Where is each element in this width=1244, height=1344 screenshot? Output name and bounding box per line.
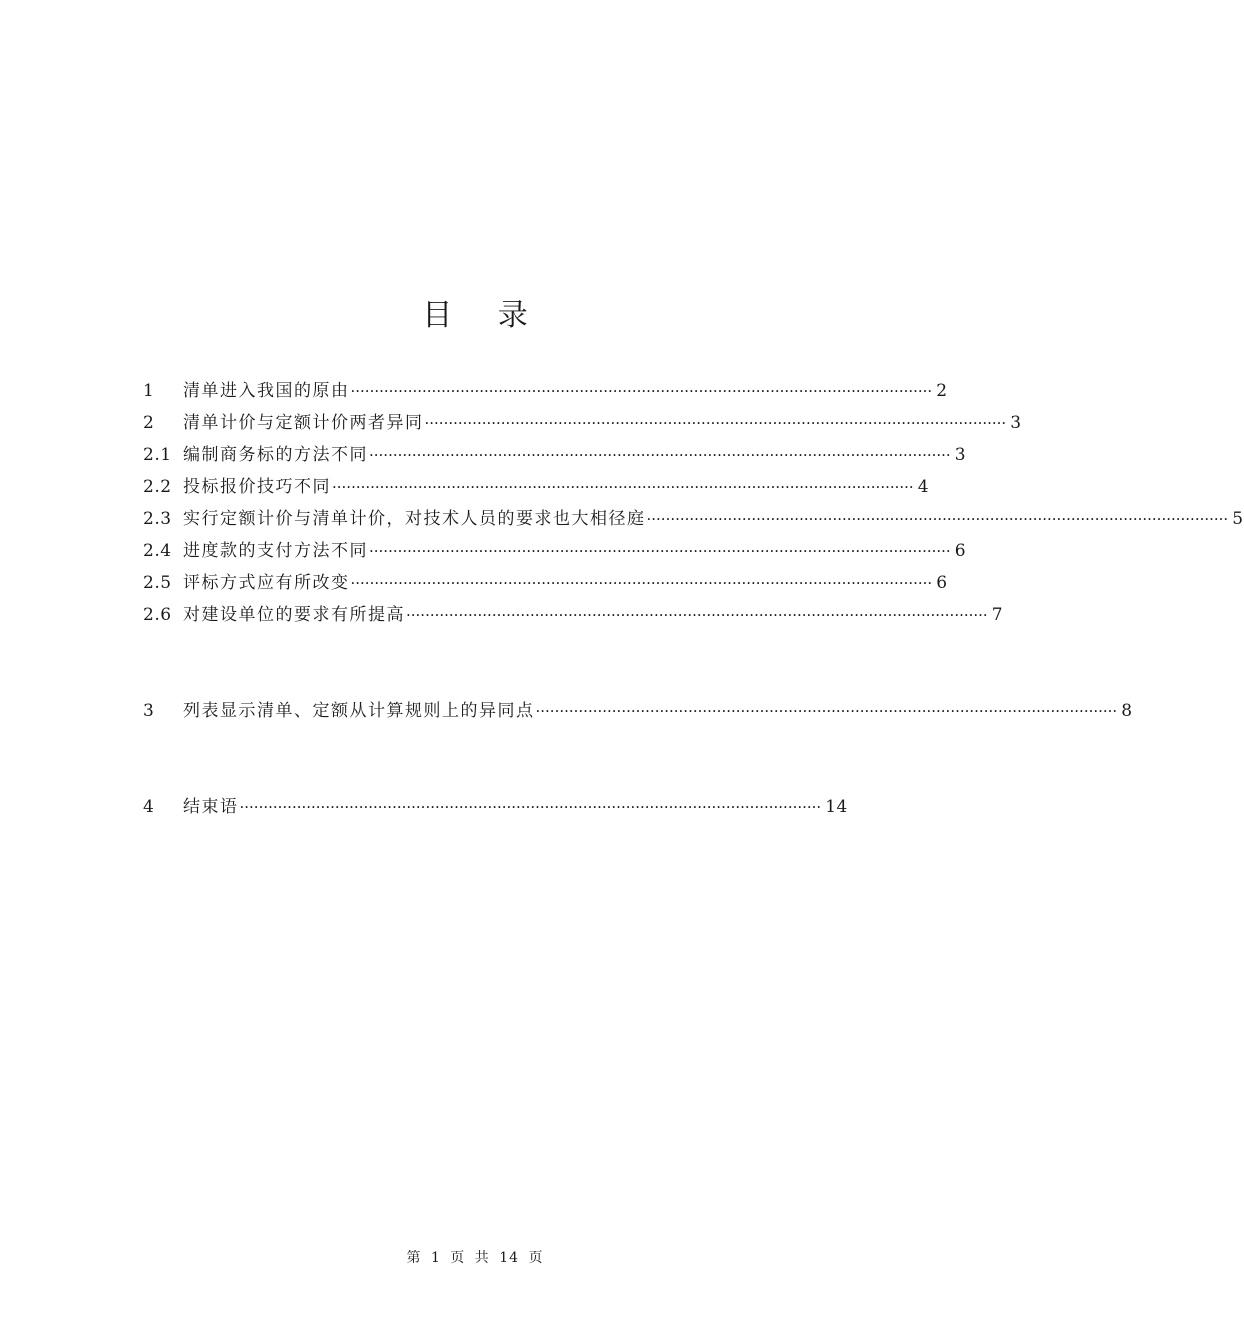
toc-dot-leader: ·························································································································· xyxy=(350,574,933,592)
toc-entry-title: 投标报价技巧不同 xyxy=(183,477,331,497)
toc-entry-number: 2.1 xyxy=(143,445,172,465)
toc-entry-number: 2.5 xyxy=(143,573,172,593)
toc-entry-title: 列表显示清单、定额从计算规则上的异同点 xyxy=(183,701,535,721)
toc-dot-leader: ·························································································································· xyxy=(424,414,1007,432)
toc-entry-title: 评标方式应有所改变 xyxy=(183,573,350,593)
toc-entry-title: 编制商务标的方法不同 xyxy=(183,445,368,465)
toc-entry-number: 2.2 xyxy=(143,477,172,497)
toc-dot-leader: ·························································································································· xyxy=(535,702,1118,720)
toc-entry-title: 清单进入我国的原由 xyxy=(183,381,350,401)
toc-entry-page: 4 xyxy=(917,477,930,497)
toc-entry-number: 2 xyxy=(143,413,155,433)
toc-dot-leader: ·························································································································· xyxy=(646,510,1229,528)
toc-entry-title: 对建设单位的要求有所提高 xyxy=(183,605,405,625)
toc-entry-number: 2.3 xyxy=(143,509,172,529)
toc-entry[interactable] xyxy=(143,794,848,820)
toc-entry-number: 3 xyxy=(143,701,155,721)
toc-entry-page: 6 xyxy=(954,541,967,561)
toc-dot-leader: ·························································································································· xyxy=(239,798,822,816)
toc-entry-page: 3 xyxy=(1010,413,1022,433)
toc-entry-page: 6 xyxy=(936,573,948,593)
toc-entry[interactable] xyxy=(143,506,1244,532)
toc-dot-leader: ·························································································································· xyxy=(350,382,933,400)
toc-entry[interactable] xyxy=(143,410,1022,436)
toc-entry[interactable] xyxy=(143,538,967,564)
toc-entry-number: 1 xyxy=(143,381,155,401)
toc-entry-page: 3 xyxy=(954,445,967,465)
toc-dot-leader: ·························································································································· xyxy=(369,446,951,464)
toc-entry[interactable] xyxy=(143,602,1004,628)
toc-entry[interactable] xyxy=(143,474,930,500)
toc-entry-title: 进度款的支付方法不同 xyxy=(183,541,368,561)
toc-entry-page: 2 xyxy=(936,381,948,401)
toc-entry-page: 8 xyxy=(1121,701,1133,721)
page-footer: 第 1 页 共 14 页 xyxy=(406,1250,544,1266)
toc-entry[interactable] xyxy=(143,570,948,596)
toc-entry-title: 实行定额计价与清单计价，对技术人员的要求也大相径庭 xyxy=(183,509,646,529)
toc-entry-page: 5 xyxy=(1232,509,1244,529)
toc-entry[interactable] xyxy=(143,378,948,404)
toc-entry-title: 结束语 xyxy=(183,797,239,817)
toc-dot-leader: ·························································································································· xyxy=(406,606,988,624)
toc-dot-leader: ·························································································································· xyxy=(332,478,914,496)
toc-entry-number: 2.4 xyxy=(143,541,172,561)
toc-entry[interactable] xyxy=(143,698,1133,724)
page-title: 目 录 xyxy=(422,298,546,333)
toc-dot-leader: ·························································································································· xyxy=(369,542,951,560)
toc-entry[interactable] xyxy=(143,442,967,468)
toc-entry-page: 14 xyxy=(825,797,848,817)
toc-entry-number: 4 xyxy=(143,797,155,817)
toc-entry-page: 7 xyxy=(991,605,1004,625)
toc-entry-title: 清单计价与定额计价两者异同 xyxy=(183,413,424,433)
toc-entry-number: 2.6 xyxy=(143,605,172,625)
